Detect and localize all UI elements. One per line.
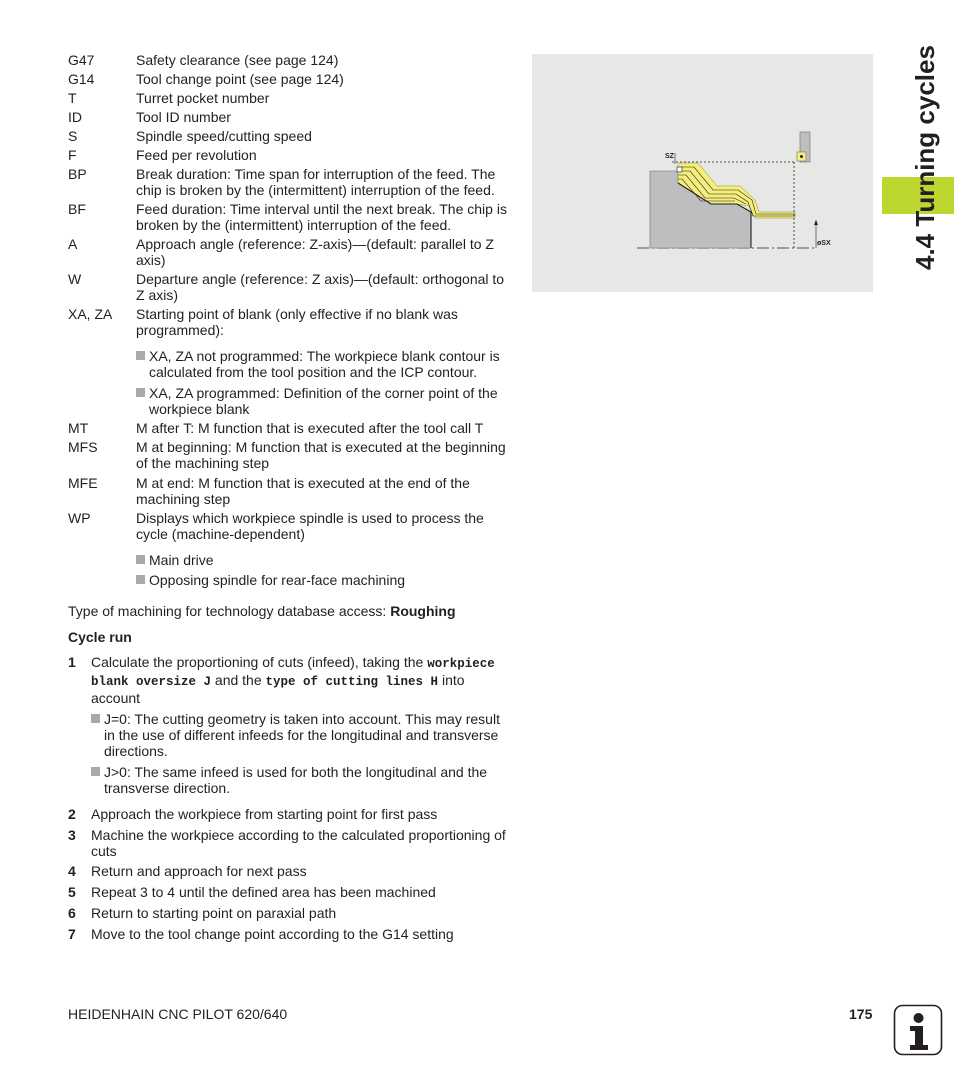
- step-item: 5 Repeat 3 to 4 until the defined area has been machined: [68, 884, 436, 900]
- param-row: G47 Safety clearance (see page 124): [68, 52, 339, 68]
- footer-text: HEIDENHAIN CNC PILOT 620/640: [68, 1006, 288, 1022]
- step-item: 2 Approach the workpiece from starting point for first pass: [68, 806, 438, 822]
- cycle-run-steps: [68, 654, 513, 942]
- param-row: XA, ZA Starting point of blank (only effective if no blank was programmed):: [68, 306, 458, 338]
- param-row: G14 Tool change point (see page 124): [68, 71, 344, 87]
- bullet-item: XA, ZA programmed: Definition of the corner point of the workpiece blank: [136, 385, 513, 417]
- bullet-square-icon: [91, 714, 100, 723]
- bullet-square-icon: [136, 555, 145, 564]
- cycle-run-heading: Cycle run: [68, 629, 132, 645]
- param-row: T Turret pocket number: [68, 90, 270, 106]
- insert-screw-icon: [800, 155, 803, 158]
- param-row: F Feed per revolution: [68, 147, 257, 163]
- page-number: 175: [849, 1006, 873, 1022]
- step-item: 1 Calculate the proportioning of cuts (infeed), taking the workpiece blank oversize J and the type of cutting lines H into account: [68, 654, 495, 706]
- param-row: MT M after T: M function that is executed after the tool call T: [68, 420, 484, 436]
- bullet-square-icon: [136, 388, 145, 397]
- step-item: 6 Return to starting point on paraxial path: [68, 905, 337, 921]
- bullet-square-icon: [136, 351, 145, 360]
- step-item: 3 Machine the workpiece according to the calculated proportioning of cuts: [68, 827, 506, 859]
- param-row: A Approach angle (reference: Z-axis)—(default: parallel to Z axis): [68, 236, 494, 268]
- roughing-diagram: [532, 54, 873, 292]
- machining-type-line: Type of machining for technology database access: Roughing: [68, 603, 456, 619]
- param-row: ID Tool ID number: [68, 109, 231, 125]
- xa-za-bullets: [136, 348, 513, 417]
- chapter-title: 4.4 Turning cycles: [910, 45, 940, 270]
- parameter-list: [68, 52, 513, 942]
- bullet-item: Main drive: [136, 552, 513, 568]
- bullet-item: J>0: The same infeed is used for both the longitudinal and the transverse direction.: [91, 764, 513, 796]
- step-item: 7 Move to the tool change point according to the G14 setting: [68, 926, 454, 942]
- bullet-item: Opposing spindle for rear-face machining: [136, 572, 513, 588]
- bullet-item: XA, ZA not programmed: The workpiece blank contour is calculated from the tool position and the ICP contour.: [136, 348, 513, 380]
- sz-label: SZ: [665, 153, 674, 160]
- param-row: MFS M at beginning: M function that is executed at the beginning of the machining step: [68, 439, 506, 471]
- param-row: S Spindle speed/cutting speed: [68, 128, 312, 144]
- param-row: W Departure angle (reference: Z axis)—(default: orthogonal to Z axis): [68, 271, 505, 303]
- sx-arrow-icon: [814, 220, 818, 225]
- sx-label: øSX: [817, 240, 831, 247]
- param-row: BF Feed duration: Time interval until the next break. The chip is broken by the (intermittent) interruption of the feed.: [68, 201, 507, 233]
- cycle-illustration: [532, 54, 873, 292]
- start-point-marker: [677, 167, 682, 172]
- param-row: WP Displays which workpiece spindle is used to process the cycle (machine-dependent): [68, 510, 484, 542]
- wp-bullets: [136, 552, 513, 588]
- bullet-item: J=0: The cutting geometry is taken into account. This may result in the use of different infeeds for the longitudinal and transverse directions.: [91, 711, 513, 759]
- bullet-square-icon: [136, 575, 145, 584]
- step1-bullets: [91, 711, 513, 796]
- bullet-square-icon: [91, 767, 100, 776]
- info-icon: [893, 1004, 943, 1056]
- step-item: 4 Return and approach for next pass: [68, 863, 307, 879]
- param-row: MFE M at end: M function that is executed at the end of the machining step: [68, 475, 470, 507]
- param-row: BP Break duration: Time span for interruption of the feed. The chip is broken by the (intermittent) interruption of the feed.: [68, 166, 496, 198]
